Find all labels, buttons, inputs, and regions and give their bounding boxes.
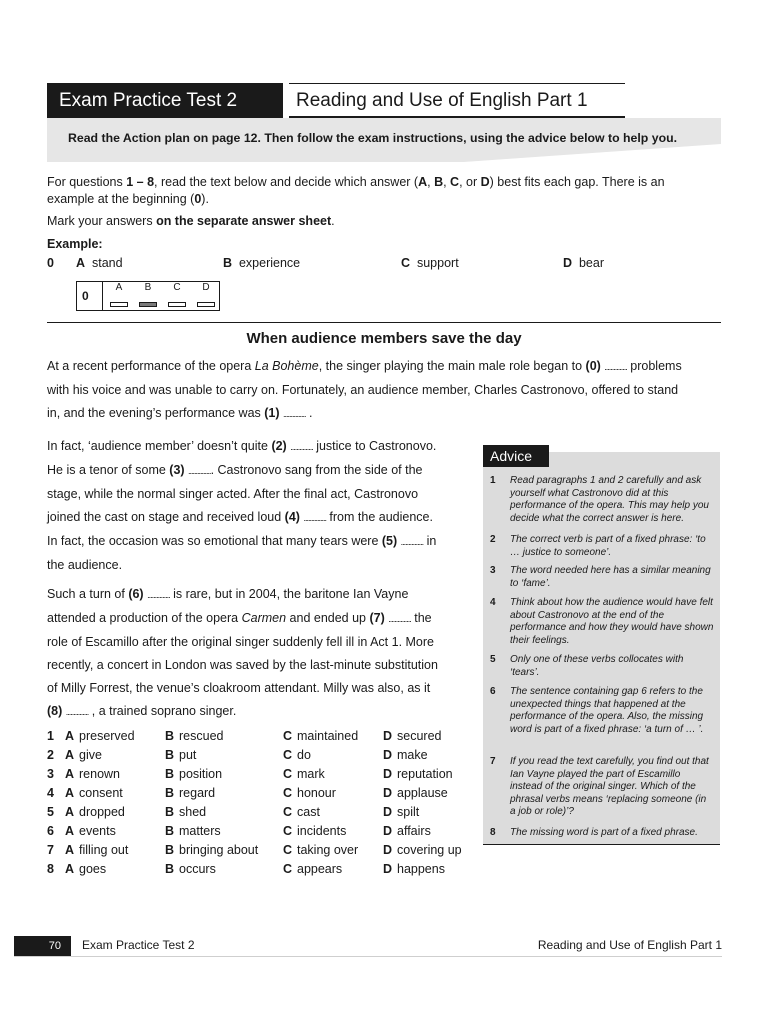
advice-item-text: The sentence containing gap 6 refers to the unexpected things that happened at the performance of the opera. Also, the missing word is part of a fixed phrase: ‘a turn of … ’. [510,686,704,735]
option-letter-d: D [383,824,393,838]
option-b-text: put [179,748,197,762]
option-letter-a: A [65,862,75,876]
option-row [47,803,487,822]
option-b-text: matters [179,824,221,838]
answer-bubble-a[interactable] [110,302,128,307]
section-divider [47,322,721,323]
instruction-text: Read the Action plan on page 12. Then follow the exam instructions, using the advice below to help you. [68,131,678,145]
option-b-text: rescued [179,729,224,743]
example-label: Example: [47,237,103,251]
intro-text: For questions [47,175,127,189]
option-row [47,822,487,841]
option-a-text: renown [79,767,120,781]
gap-2: (2) [271,439,287,453]
advice-item-text: Think about how the audience would have felt about Castronovo at the end of the performance and how they would have shown their feelings. [510,597,714,646]
header-rule-top [289,83,625,84]
option-letter-b: B [165,729,175,743]
option-letter-b: B [165,824,175,838]
advice-item [490,827,714,840]
option-c-text: incidents [297,824,347,838]
example-box-divider [102,282,103,310]
advice-item-text: If you read the text carefully, you find out that Ian Vayne played the part of Escamillo instead of the original singer. Which of the phrasal verbs means ‘replacing someone (in a job or role)’? [510,756,709,818]
advice-item [490,756,714,819]
mark-text: Mark your answers [47,214,157,228]
option-number: 6 [47,824,54,838]
advice-item-number: 3 [490,565,496,576]
option-number: 4 [47,786,54,800]
intro-text: ). [201,192,209,206]
advice-item [490,534,714,559]
letter-b: B [434,175,444,189]
option-letter-d: D [383,729,393,743]
intro-text: , read the text below and decide which answer ( [154,175,419,189]
page-number: 70 [14,936,71,956]
mark-text: . [331,214,335,228]
option-b-text: bringing about [179,843,259,857]
option-d-text: secured [397,729,442,743]
example-zero: 0 [194,192,202,206]
question-range: 1 – 8 [126,175,155,189]
option-c-text: maintained [297,729,359,743]
option-letter-a: A [65,786,75,800]
option-letter-c: C [283,786,293,800]
option-a-text: dropped [79,805,125,819]
option-number: 1 [47,729,54,743]
option-letter-a: A [65,748,75,762]
example-option-a: A stand [76,256,123,270]
gap-6: (6) [128,587,144,601]
advice-item-number: 5 [490,654,496,665]
option-letter-a: A [65,805,75,819]
answer-options-table [47,727,487,879]
option-d-text: make [397,748,428,762]
gap-7: (7) [369,611,385,625]
advice-item-number: 1 [490,475,496,486]
advice-item-number: 8 [490,827,496,838]
option-letter-a: A [65,729,75,743]
advice-item-text: Read paragraphs 1 and 2 carefully and ask yourself what Castronovo did at this performance of the opera. This may help you decide what the correct answer is here. [510,475,709,524]
option-letter-b: B [165,767,175,781]
option-letter-d: D [383,805,393,819]
option-number: 3 [47,767,54,781]
option-letter-a: A [65,767,75,781]
option-number: 8 [47,862,54,876]
option-letter-d: D [383,748,393,762]
example-option-b: B experience [223,256,301,270]
gap-5: (5) [381,534,398,548]
option-number: 5 [47,805,54,819]
opera-title: Carmen [241,611,287,625]
option-letter-c: C [283,824,293,838]
option-a-text: events [79,824,116,838]
option-a-text: goes [79,862,107,876]
option-number: 2 [47,748,54,762]
option-letter-c: C [283,748,293,762]
option-letter-a: A [65,824,75,838]
option-letter-b: B [165,786,175,800]
option-a-text: give [79,748,102,762]
example-option-c: C support [401,256,459,270]
option-letter-b: B [165,843,175,857]
advice-item-number: 4 [490,597,496,608]
advice-item [490,597,714,647]
option-row [47,784,487,803]
gap-1: (1) [264,406,280,420]
option-letter-b: B [165,862,175,876]
option-letter-a: A [65,843,75,857]
option-b-text: shed [179,805,207,819]
test-label: Exam Practice Test 2 [47,83,283,118]
option-d-text: covering up [397,843,462,857]
advice-item-number: 6 [490,686,496,697]
option-c-text: mark [297,767,325,781]
option-a-text: consent [79,786,123,800]
option-row [47,841,487,860]
option-number: 7 [47,843,54,857]
advice-item-number: 7 [490,756,496,767]
option-letter-d: D [383,843,393,857]
option-letter-c: C [283,843,293,857]
footer-right-label: Reading and Use of English Part 1 [537,938,722,952]
example-option-d: D bear [563,256,605,270]
intro-paragraph: For questions 1 – 8, read the text below and decide which answer (A, B, C, or D) best fits each gap. There is an example at the beginning (0). [47,175,665,206]
option-c-text: honour [297,786,336,800]
option-row [47,860,487,879]
example-box-letter-b: B [144,282,152,293]
example-box-letter-a: A [115,282,123,293]
option-d-text: affairs [397,824,431,838]
option-c-text: appears [297,862,343,876]
mark-instruction [47,213,335,230]
option-c-text: do [297,748,311,762]
advice-title: Advice [483,445,549,467]
option-letter-d: D [383,862,393,876]
advice-item [490,686,714,736]
option-letter-c: C [283,729,293,743]
option-letter-c: C [283,767,293,781]
option-a-text: preserved [79,729,135,743]
passage-paragraph-2: In fact, ‘audience member’ doesn’t quite (2) ............... justice to Castronovo. He is a tenor of some (3) ................ Castronovo sang from the side of the stage, while the normal singer acted. After the final act, Castronovo joined the cast on stage and received loud (4) ............... from the audience. In fact, the occasion was so emotional that many tears were (5) ............... in the audience. [47,439,437,572]
passage-paragraph-3: Such a turn of (6) ............... is rare, but in 2004, the baritone Ian Vayne attended a production of the opera Carmen and ended up (7) ............... the role of Escamillo after the original singer suddenly fell ill in Act 1. More recently, a concert in London was saved by the last-minute substitution of Milly Forrest, the venue’s cloakroom attendant. Milly was also, as it (8) ............... , a trained soprano singer. [47,587,438,718]
option-letter-d: D [383,786,393,800]
intro-text: example at the beginning ( [47,192,195,206]
option-c-text: cast [297,805,320,819]
option-d-text: applause [397,786,448,800]
advice-item [490,565,714,590]
gap-8: (8) [47,704,63,718]
passage-paragraph-1: At a recent performance of the opera La Bohème, the singer playing the main male role began to (0) ............... problems with his voice and was unable to carry on. Fortunately, an audience member, Charles Castronovo, offered to stand in, and the evening’s performance was (1) ............... . [47,359,682,420]
option-row [47,746,487,765]
letter-d: D [480,175,490,189]
option-letter-c: C [283,862,293,876]
option-letter-b: B [165,748,175,762]
option-a-text: filling out [79,843,129,857]
option-letter-b: B [165,805,175,819]
option-b-text: regard [179,786,216,800]
option-d-text: spilt [397,805,420,819]
option-c-text: taking over [297,843,359,857]
option-letter-c: C [283,805,293,819]
example-box-letter-d: D [202,282,210,293]
advice-item-text: Only one of these verbs collocates with ‘tears’. [510,654,684,678]
advice-item [490,475,714,525]
option-row [47,727,487,746]
option-d-text: reputation [397,767,453,781]
intro-text: ) best fits each gap. There is an [489,175,665,189]
option-b-text: position [179,767,223,781]
section-title: Reading and Use of English Part 1 [296,90,588,111]
advice-item [490,654,714,679]
gap-3: (3) [169,463,185,477]
letter-c: C [450,175,460,189]
gap-4: (4) [284,510,300,524]
example-box-letter-c: C [173,282,181,293]
opera-title: La Bohème [254,359,319,373]
footer-left-label: Exam Practice Test 2 [82,938,195,952]
passage-title: When audience members save the day [246,330,522,347]
answer-bubble-b-selected[interactable] [139,302,157,307]
advice-item-number: 2 [490,534,496,545]
advice-item-text: The missing word is part of a fixed phrase. [510,827,698,838]
advice-item-text: The word needed here has a similar meaning to ‘fame’. [510,565,711,589]
option-row [47,765,487,784]
letter-a: A [418,175,428,189]
option-d-text: happens [397,862,445,876]
example-box-number: 0 [82,289,89,303]
answer-sheet-emphasis: on the separate answer sheet [156,214,332,228]
example-number: 0 [47,256,54,270]
footer-rule [14,956,722,957]
option-b-text: occurs [179,862,216,876]
option-letter-d: D [383,767,393,781]
advice-item-text: The correct verb is part of a fixed phrase: ‘to … justice to someone’. [510,534,706,558]
answer-bubble-d[interactable] [197,302,215,307]
answer-bubble-c[interactable] [168,302,186,307]
gap-0: (0) [585,359,601,373]
